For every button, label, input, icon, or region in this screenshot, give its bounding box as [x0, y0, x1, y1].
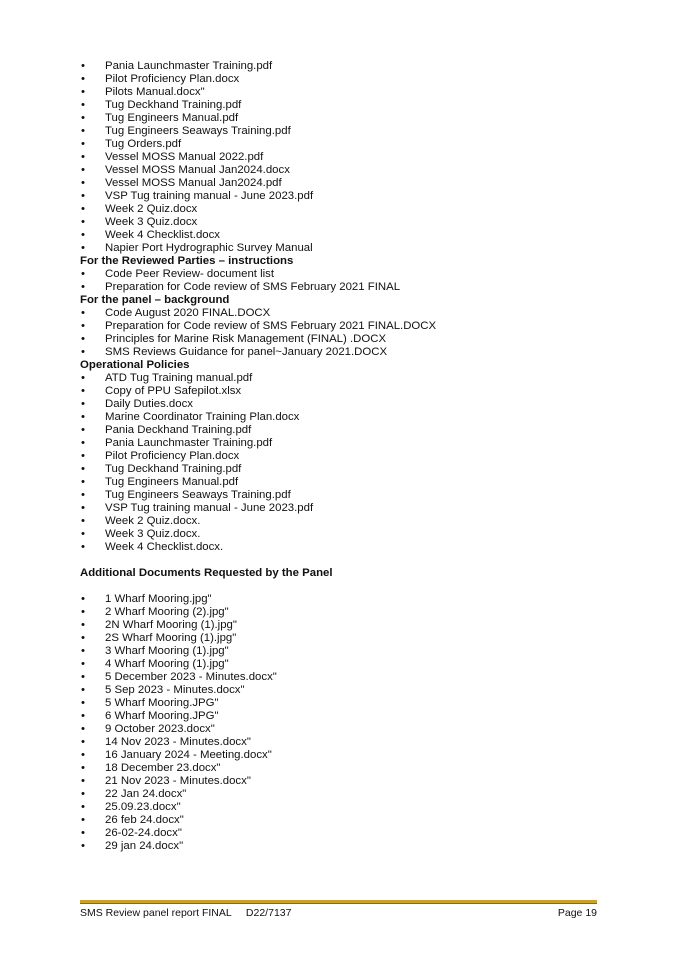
bullet: • [81, 541, 85, 553]
bullet: • [81, 697, 85, 709]
list-item [80, 333, 620, 346]
section-heading: For the panel – background [80, 294, 230, 306]
bullet: • [81, 840, 85, 852]
bullet: • [81, 723, 85, 735]
list-item [80, 320, 620, 333]
bullet: • [81, 515, 85, 527]
list-item [80, 73, 620, 86]
list-item-text: Preparation for Code review of SMS February 2021 FINAL.DOCX [105, 320, 437, 332]
list-item-text: Pilot Proficiency Plan.docx [105, 450, 240, 462]
list-item-text: Pilot Proficiency Plan.docx [105, 73, 240, 85]
bullet: • [81, 645, 85, 657]
list-item [80, 476, 620, 489]
list-item [80, 749, 620, 762]
section-heading: Additional Documents Requested by the Panel [80, 567, 333, 579]
list-item-text: 2 Wharf Mooring (2).jpg" [105, 606, 229, 618]
list-item [80, 385, 620, 398]
list-item [80, 372, 620, 385]
list-item [80, 515, 620, 528]
list-item [80, 424, 620, 437]
list-item-text: Week 2 Quiz.docx. [105, 515, 201, 527]
list-item [80, 606, 620, 619]
bullet: • [81, 320, 85, 332]
list-item-text: Daily Duties.docx [105, 398, 193, 410]
list-item-text: 1 Wharf Mooring.jpg" [105, 593, 212, 605]
bullet: • [81, 99, 85, 111]
list-item-text: ATD Tug Training manual.pdf [105, 372, 253, 384]
list-item-text: 5 December 2023 - Minutes.docx" [105, 671, 277, 683]
bullet: • [81, 190, 85, 202]
footer-rule [80, 900, 597, 904]
bullet: • [81, 710, 85, 722]
bullet: • [81, 502, 85, 514]
bullet: • [81, 476, 85, 488]
bullet: • [81, 658, 85, 670]
document-list [80, 593, 620, 853]
bullet: • [81, 528, 85, 540]
list-item [80, 463, 620, 476]
document-body [80, 60, 620, 853]
list-item-text: 5 Wharf Mooring.JPG" [105, 697, 219, 709]
list-item [80, 216, 620, 229]
list-item-text: Vessel MOSS Manual 2022.pdf [105, 151, 264, 163]
bullet: • [81, 814, 85, 826]
list-item-text: Week 4 Checklist.docx [105, 229, 221, 241]
list-item-text: Tug Orders.pdf [105, 138, 182, 150]
bullet: • [81, 684, 85, 696]
list-item-text: Tug Engineers Manual.pdf [105, 112, 239, 124]
list-item-text: Principles for Marine Risk Management (FINAL) .DOCX [105, 333, 387, 345]
list-item [80, 242, 620, 255]
section-reviewed-parties [80, 255, 620, 294]
list-item [80, 437, 620, 450]
bullet: • [81, 60, 85, 72]
bullet: • [81, 775, 85, 787]
list-item-text: 3 Wharf Mooring (1).jpg" [105, 645, 229, 657]
list-item [80, 60, 620, 73]
bullet: • [81, 151, 85, 163]
list-item-text: Vessel MOSS Manual Jan2024.pdf [105, 177, 282, 189]
list-item-text: 26 feb 24.docx" [105, 814, 184, 826]
document-list [80, 372, 620, 554]
list-item [80, 138, 620, 151]
list-item [80, 619, 620, 632]
list-item [80, 541, 620, 554]
list-item-text: 6 Wharf Mooring.JPG" [105, 710, 219, 722]
list-item [80, 528, 620, 541]
bullet: • [81, 229, 85, 241]
footer-document-reference: SMS Review panel report FINAL D22/7137 [80, 907, 292, 919]
list-item [80, 190, 620, 203]
list-item [80, 346, 620, 359]
list-item-text: Pilots Manual.docx" [105, 86, 205, 98]
list-item-text: Pania Launchmaster Training.pdf [105, 60, 273, 72]
list-item [80, 307, 620, 320]
section-continued-policies [80, 60, 620, 255]
list-item [80, 281, 620, 294]
list-item [80, 723, 620, 736]
bullet: • [81, 125, 85, 137]
list-item-text: Copy of PPU Safepilot.xlsx [105, 385, 242, 397]
list-item [80, 658, 620, 671]
list-item [80, 125, 620, 138]
list-item-text: Vessel MOSS Manual Jan2024.docx [105, 164, 290, 176]
list-item-text: Preparation for Code review of SMS February 2021 FINAL [105, 281, 401, 293]
list-item-text: 26-02-24.docx" [105, 827, 182, 839]
bullet: • [81, 671, 85, 683]
list-item [80, 645, 620, 658]
bullet: • [81, 450, 85, 462]
bullet: • [81, 112, 85, 124]
bullet: • [81, 164, 85, 176]
list-item [80, 203, 620, 216]
bullet: • [81, 138, 85, 150]
bullet: • [81, 346, 85, 358]
bullet: • [81, 424, 85, 436]
list-item [80, 684, 620, 697]
list-item [80, 164, 620, 177]
list-item [80, 86, 620, 99]
list-item-text: Week 2 Quiz.docx [105, 203, 198, 215]
list-item-text: 4 Wharf Mooring (1).jpg" [105, 658, 229, 670]
list-item-text: SMS Reviews Guidance for panel~January 2021.DOCX [105, 346, 388, 358]
list-item [80, 801, 620, 814]
list-item [80, 229, 620, 242]
bullet: • [81, 203, 85, 215]
document-list [80, 307, 620, 359]
list-item-text: Tug Engineers Seaways Training.pdf [105, 125, 291, 137]
bullet: • [81, 398, 85, 410]
list-item-text: 21 Nov 2023 - Minutes.docx" [105, 775, 251, 787]
list-item-text: 5 Sep 2023 - Minutes.docx" [105, 684, 245, 696]
bullet: • [81, 762, 85, 774]
list-item [80, 398, 620, 411]
bullet: • [81, 801, 85, 813]
list-item [80, 268, 620, 281]
list-item [80, 177, 620, 190]
list-item-text: 9 October 2023.docx" [105, 723, 215, 735]
bullet: • [81, 307, 85, 319]
page-footer [80, 907, 597, 919]
bullet: • [81, 463, 85, 475]
section-heading: For the Reviewed Parties – instructions [80, 255, 294, 267]
list-item-text: 2S Wharf Mooring (1).jpg" [105, 632, 237, 644]
list-item-text: 25.09.23.docx" [105, 801, 181, 813]
list-item [80, 710, 620, 723]
list-item-text: 16 January 2024 - Meeting.docx" [105, 749, 272, 761]
bullet: • [81, 788, 85, 800]
bullet: • [81, 268, 85, 280]
list-item-text: 14 Nov 2023 - Minutes.docx" [105, 736, 251, 748]
list-item-text: 2N Wharf Mooring (1).jpg" [105, 619, 237, 631]
bullet: • [81, 372, 85, 384]
bullet: • [81, 216, 85, 228]
list-item [80, 775, 620, 788]
list-item-text: Pania Launchmaster Training.pdf [105, 437, 273, 449]
bullet: • [81, 73, 85, 85]
bullet: • [81, 593, 85, 605]
list-item [80, 788, 620, 801]
bullet: • [81, 333, 85, 345]
bullet: • [81, 411, 85, 423]
list-item-text: VSP Tug training manual - June 2023.pdf [105, 502, 314, 514]
bullet: • [81, 736, 85, 748]
list-item-text: Tug Engineers Seaways Training.pdf [105, 489, 291, 501]
list-item-text: Week 3 Quiz.docx [105, 216, 198, 228]
list-item [80, 151, 620, 164]
section-heading: Operational Policies [80, 359, 190, 371]
list-item [80, 593, 620, 606]
section-operational-policies [80, 359, 620, 554]
list-item-text: Tug Deckhand Training.pdf [105, 99, 242, 111]
bullet: • [81, 827, 85, 839]
bullet: • [81, 281, 85, 293]
document-list [80, 60, 620, 255]
bullet: • [81, 632, 85, 644]
list-item-text: Tug Deckhand Training.pdf [105, 463, 242, 475]
bullet: • [81, 86, 85, 98]
list-item [80, 502, 620, 515]
list-item-text: Tug Engineers Manual.pdf [105, 476, 239, 488]
section-panel-background [80, 294, 620, 359]
list-item [80, 827, 620, 840]
bullet: • [81, 749, 85, 761]
list-item [80, 671, 620, 684]
bullet: • [81, 606, 85, 618]
list-item-text: Code Peer Review- document list [105, 268, 275, 280]
list-item [80, 411, 620, 424]
list-item [80, 814, 620, 827]
bullet: • [81, 177, 85, 189]
bullet: • [81, 489, 85, 501]
list-item-text: Week 3 Quiz.docx. [105, 528, 201, 540]
list-item [80, 450, 620, 463]
list-item [80, 736, 620, 749]
list-item-text: Week 4 Checklist.docx. [105, 541, 224, 553]
list-item-text: Marine Coordinator Training Plan.docx [105, 411, 300, 423]
list-item-text: Pania Deckhand Training.pdf [105, 424, 252, 436]
bullet: • [81, 242, 85, 254]
bullet: • [81, 385, 85, 397]
list-item [80, 112, 620, 125]
bullet: • [81, 437, 85, 449]
list-item-text: 22 Jan 24.docx" [105, 788, 187, 800]
list-item [80, 489, 620, 502]
list-item [80, 99, 620, 112]
list-item [80, 840, 620, 853]
list-item-text: 18 December 23.docx" [105, 762, 221, 774]
list-item [80, 632, 620, 645]
section-additional-documents [80, 567, 620, 853]
list-item-text: VSP Tug training manual - June 2023.pdf [105, 190, 314, 202]
list-item-text: 29 jan 24.docx" [105, 840, 184, 852]
list-item [80, 697, 620, 710]
list-item-text: Napier Port Hydrographic Survey Manual [105, 242, 313, 254]
document-list [80, 268, 620, 294]
list-item-text: Code August 2020 FINAL.DOCX [105, 307, 271, 319]
bullet: • [81, 619, 85, 631]
list-item [80, 762, 620, 775]
page-number: Page 19 [557, 907, 597, 919]
